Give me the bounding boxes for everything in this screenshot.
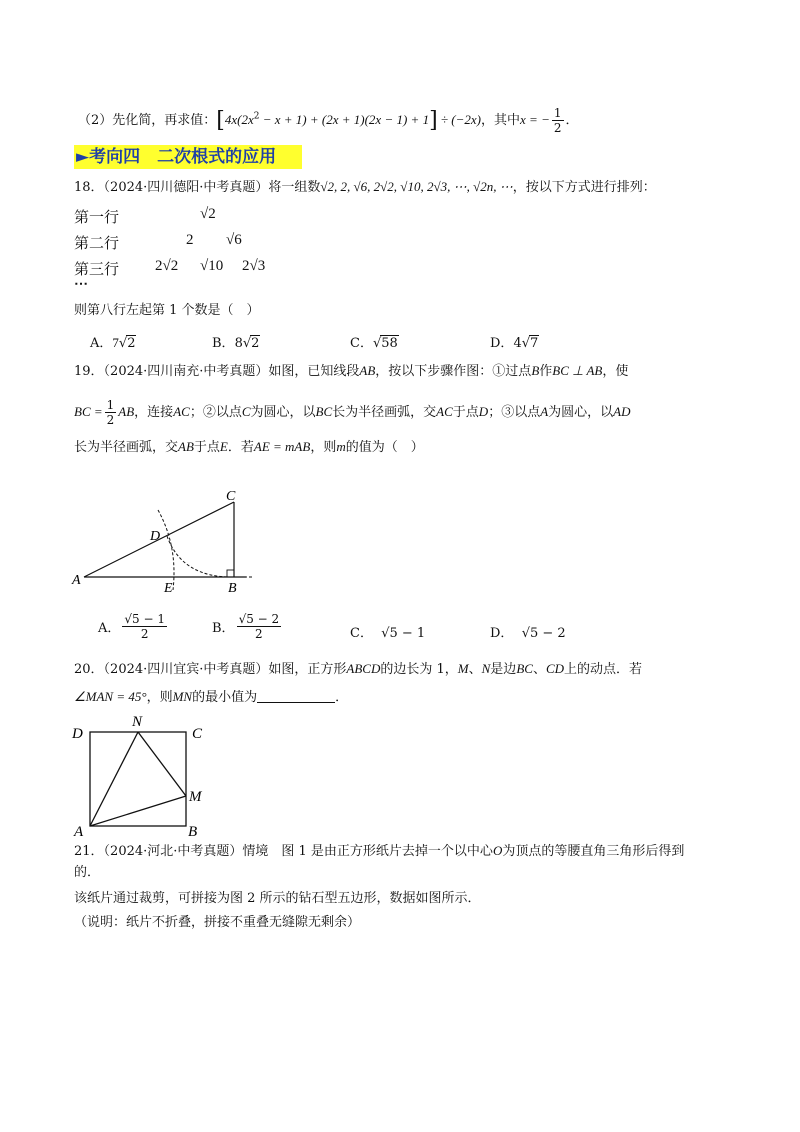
q19-line2: BC = $\frac{1}{2}$ AB，连接AC；②以点C为圆心，以BC长为半径画弧，交AC于点D；③以点A为圆心，以AD — [74, 398, 631, 427]
part2-expr-div: ÷ (−2x) — [437, 112, 482, 127]
q20-label-d: D — [72, 726, 83, 742]
q20-label-m: M — [189, 789, 202, 805]
q18-option-c[interactable]: C．√58 — [350, 336, 398, 351]
q19-line1: 19．（2024·四川南充·中考真题）如图，已知线段AB，按以下步骤作图：①过点B作BC ⊥ AB，使 — [74, 363, 629, 379]
q20-label-c: C — [192, 726, 203, 742]
q19-label-e: E — [164, 581, 173, 596]
q19-label-b: B — [228, 581, 237, 596]
q20-label-b: B — [188, 824, 198, 840]
q19-arc-a — [158, 510, 174, 590]
q18-row3-val3: 2√3 — [242, 258, 266, 274]
q21-line2: 的． — [74, 865, 101, 880]
q18-row3-val1: 2√2 — [155, 258, 179, 274]
part2-line: （2）先化简，再求值：$[4x(2x^2 - x + 1) + (2x + 1)(2x - 1) + 1] \div (-2x)$，其中x = − $\frac{1}{2}$ ． — [78, 106, 579, 135]
q19-label-d: D — [150, 529, 161, 544]
q19-option-c[interactable]: C． √5 − 1 — [350, 626, 426, 641]
q20-line1: 20．（2024·四川宜宾·中考真题）如图，正方形ABCD的边长为 1，M、N是边BC、CD上的动点．若 — [74, 661, 643, 677]
q21-line1: 21．（2024·河北·中考真题）情境 图 1 是由正方形纸片去掉一个以中心O为顶点的等腰直角三角形后得到 — [74, 843, 685, 859]
q19-label-a: A — [72, 573, 81, 588]
part2-expr-mid: − x + 1) + (2x + 1)(2x − 1) + 1 — [259, 112, 430, 127]
q18-option-d[interactable]: D．4√7 — [490, 336, 539, 351]
q20-answer-blank[interactable] — [257, 690, 335, 703]
q19-line3: 长为半径画弧，交AB于点E．若AE = mAB，则m的值为（ ） — [74, 439, 424, 455]
q18-ellipsis: ⋯ — [74, 276, 87, 292]
q18-row2-val2: √6 — [226, 232, 242, 248]
q19-right-angle-mark — [227, 570, 234, 577]
q20-label-a: A — [74, 824, 84, 840]
q18-ask: 则第八行左起第 1 个数是（ ） — [74, 303, 260, 318]
q20-segment-am — [90, 796, 186, 826]
q20-label-n: N — [132, 714, 143, 730]
q18-row1-label: 第一行 — [74, 208, 120, 226]
q18-row1-val1: √2 — [200, 206, 216, 222]
q21-line3: 该纸片通过裁剪，可拼接为图 2 所示的钻石型五边形，数据如图所示． — [74, 891, 481, 906]
part2-end: ． — [565, 113, 579, 128]
q18-row2-label: 第二行 — [74, 234, 120, 252]
q20-figure — [66, 712, 216, 840]
part2-lead: （2）先化简，再求值： — [78, 113, 217, 128]
part2-tail: ，其中 — [481, 113, 521, 128]
q19-label-c: C — [226, 489, 236, 504]
q20-segment-an — [90, 732, 138, 826]
q19-option-a[interactable]: A． $\frac{√5 - 1}{2}$ — [98, 612, 165, 641]
part2-cond-fraction: $\frac{1}{2}$ — [553, 106, 562, 135]
part2-expr-left: 4x(2x — [224, 112, 254, 127]
q19-option-d[interactable]: D． √5 − 2 — [490, 626, 566, 641]
q18-row3-val2: √10 — [200, 258, 224, 274]
q18-stem: 18．（2024·四川德阳·中考真题）将一组数√2, 2, √6, 2√2, √10, 2√3, ⋯, √2n, ⋯，按以下方式进行排列： — [74, 179, 656, 195]
q20-segment-mn — [138, 732, 186, 796]
part2-expr-sup: 2 — [253, 111, 260, 122]
q18-sequence: √2, 2, √6, 2√2, √10, 2√3, ⋯, √2n, ⋯ — [320, 179, 513, 194]
q19-option-b[interactable]: B． $\frac{√5 - 2}{2}$ — [212, 612, 280, 641]
section-title: ►考向四 二次根式的应用 — [74, 145, 302, 169]
q20-line2: ∠MAN = 45°，则MN的最小值为 ． — [74, 689, 349, 705]
q19-arc-c — [167, 536, 234, 577]
q21-line4: （说明：纸片不折叠，拼接不重叠无缝隙无剩余） — [74, 915, 361, 930]
q18-row2-val1: 2 — [186, 232, 194, 248]
q18-row3-label: 第三行 — [74, 260, 120, 278]
part2-cond-lhs: x = − — [520, 112, 550, 127]
q18-option-b[interactable]: B．8√2 — [212, 336, 260, 351]
q18-option-a[interactable]: A．7√2 — [90, 335, 136, 351]
q19-figure — [66, 486, 266, 598]
q20-square-abcd — [90, 732, 186, 826]
